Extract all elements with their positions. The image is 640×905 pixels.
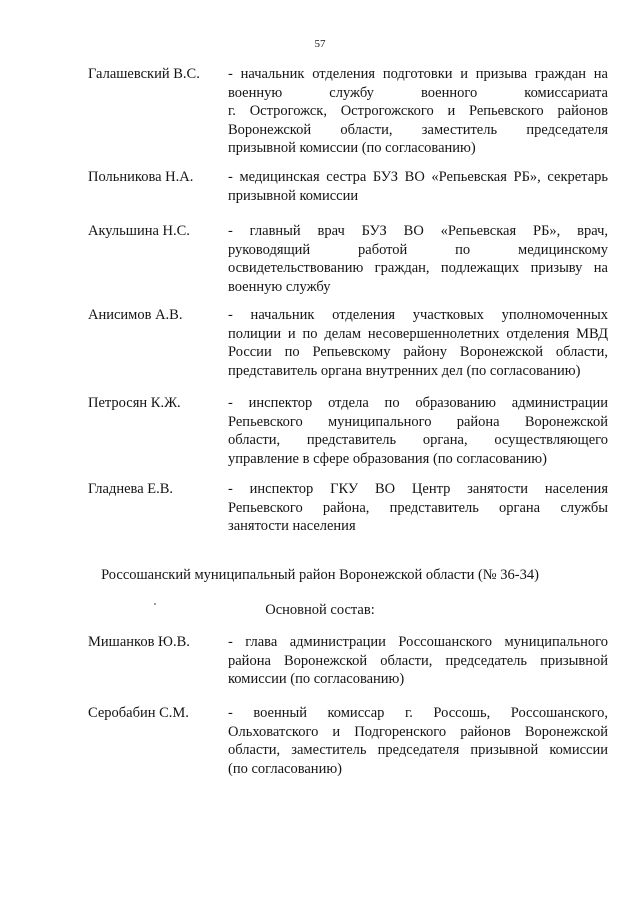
role-line: - глава администрации Россошанского муниципального: [228, 634, 608, 650]
member-name: Серобабин С.М.: [88, 705, 189, 721]
district-title: Россошанский муниципальный район Воронежской области (№ 36-34): [101, 567, 539, 583]
role-line: занятости населения: [228, 518, 356, 534]
role-line: - начальник отделения подготовки и призыва граждан на: [228, 66, 608, 82]
member-role: [228, 394, 608, 468]
member-name: Галашевский В.С.: [88, 66, 200, 82]
composition-label: Основной состав:: [265, 602, 375, 618]
member-role: [228, 65, 608, 158]
member-role: [228, 633, 608, 689]
member-name: Гладнева Е.В.: [88, 481, 174, 497]
role-line: г. Острогожск, Острогожского и Репьевского районов: [228, 103, 608, 119]
member-name: Акульшина Н.С.: [88, 223, 190, 239]
role-line: - военный комиссар г. Россошь, Россошанского,: [228, 705, 608, 721]
role-line: призывной комиссии (по согласованию): [228, 140, 476, 156]
member-role: [228, 306, 608, 380]
role-line: - инспектор отдела по образованию администрации: [228, 395, 608, 411]
member-role: [228, 704, 608, 778]
page-number: 57: [314, 38, 326, 50]
role-line: - медицинская сестра БУЗ ВО «Репьевская РБ», секретарь: [228, 169, 608, 185]
member-role: [228, 168, 608, 205]
member-role: [228, 480, 608, 536]
member-name: Польникова Н.А.: [88, 169, 194, 185]
role-line: полиции и по делам несовершеннолетних отделения МВД: [228, 325, 608, 342]
role-line: военную службу: [228, 278, 331, 295]
member-role: [228, 222, 608, 296]
role-line: управление в сфере образования (по согласованию): [228, 450, 547, 467]
role-line: комиссии (по согласованию): [228, 671, 405, 687]
role-line: призывной комиссии: [228, 187, 359, 204]
role-line: - начальник отделения участковых уполномоченных: [228, 307, 608, 323]
member-name: Мишанков Ю.В.: [88, 634, 190, 650]
member-name: Петросян К.Ж.: [88, 395, 181, 411]
role-line: Ольховатского и Подгоренского районов Воронежской: [228, 723, 608, 740]
role-line: Репьевского муниципального района Воронежской: [228, 413, 608, 430]
role-line: (по согласованию): [228, 760, 342, 777]
role-line: представитель органа внутренних дел (по согласованию): [228, 362, 581, 379]
role-line: руководящий работой по медицинскому: [228, 241, 608, 258]
role-line: области, представитель органа, осуществляющего: [228, 432, 608, 448]
role-line: России по Репьевскому району Воронежской области,: [228, 344, 608, 360]
role-line: области, заместитель председателя призывной комиссии: [228, 742, 608, 758]
role-line: Репьевского района, представитель органа службы: [228, 499, 608, 516]
member-name: Анисимов А.В.: [88, 307, 183, 323]
role-line: освидетельствованию граждан, подлежащих призыву на: [228, 260, 608, 276]
role-line: - главный врач БУЗ ВО «Репьевская РБ», врач,: [228, 223, 608, 239]
role-line: Воронежской области, заместитель председателя: [228, 121, 608, 138]
role-line: района Воронежской области, председатель призывной: [228, 652, 608, 669]
role-line: военную службу военного комиссариата: [228, 84, 608, 101]
role-line: - инспектор ГКУ ВО Центр занятости населения: [228, 481, 608, 497]
